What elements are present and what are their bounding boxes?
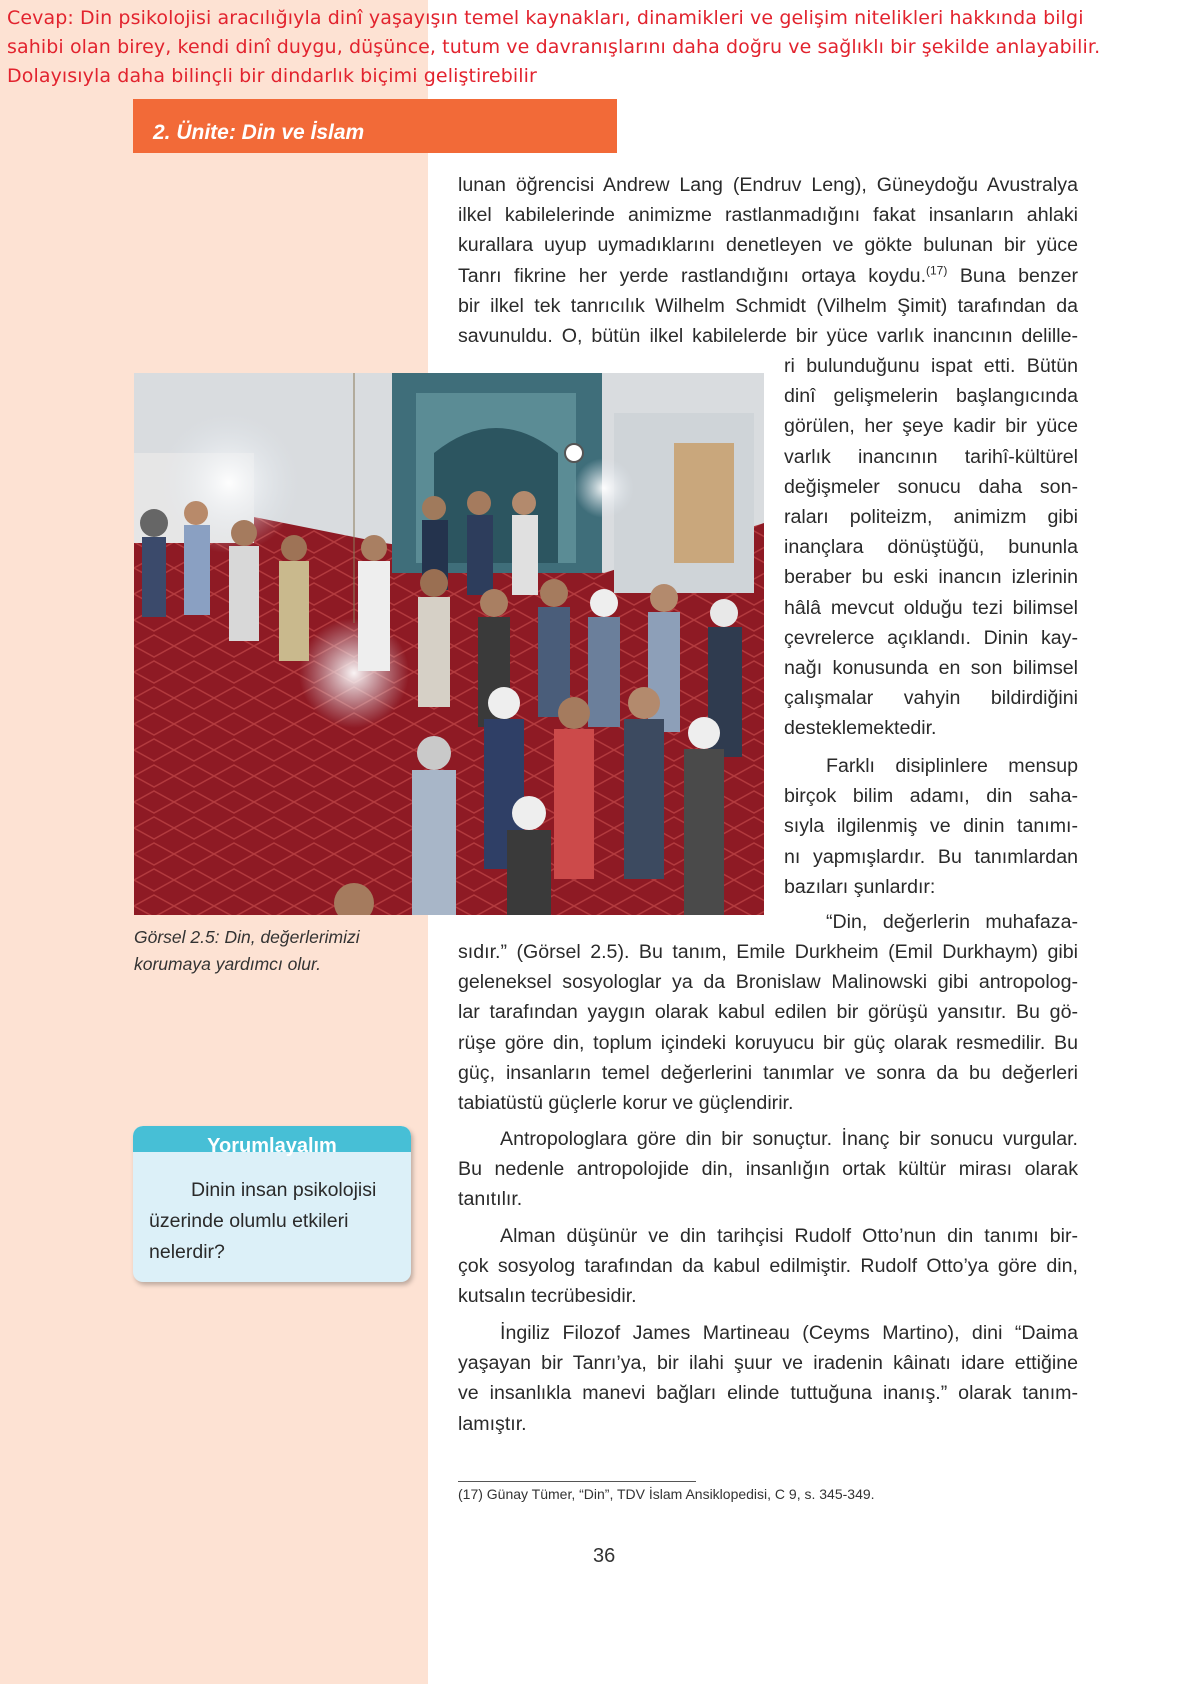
body-line: bir ilkel tek tanrıcılık Wilhelm Schmidt (Vilhelm Şimit) tarafından da — [458, 294, 1078, 317]
body-paragraph-durkheim — [458, 937, 1078, 1118]
body-line: kutsalın tecrübesidir. — [458, 1285, 637, 1308]
body-line: “Din, değerlerin muhafaza- — [826, 911, 1078, 933]
answer-line: Dolayısıyla daha bilinçli bir dindarlık biçimi geliştirebilir — [7, 65, 537, 87]
body-line — [458, 261, 1078, 291]
body-line: ilkel kabilelerinde animizme rastlanmadığını fakat insanların ahlaki — [458, 204, 1078, 227]
mosque-photo-illustration — [134, 373, 764, 915]
body-line: ve insanlıkla manevi bağları elinde tuttuğuna inanış.” olarak tanım- — [458, 1382, 1078, 1405]
answer-text — [7, 4, 1167, 91]
body-line: inançlara dönüştüğü, bununla — [784, 536, 1078, 559]
footnote-divider — [458, 1481, 696, 1482]
body-line: değişmeler sonucu daha son- — [784, 475, 1078, 498]
footnote: (17) Günay Tümer, “Din”, TDV İslam Ansiklopedisi, C 9, s. 345-349. — [458, 1486, 875, 1502]
body-paragraph-martineau — [458, 1318, 1078, 1439]
body-line: varlık inancının tarihî-kültürel — [784, 445, 1078, 468]
body-paragraph-narrow — [784, 351, 1078, 744]
body-line: dinî gelişmelerin başlangıcında — [784, 385, 1078, 408]
body-line: hâlâ mevcut olduğu tezi bilimsel — [784, 596, 1078, 619]
discussion-line: üzerinde olumlu etkileri — [149, 1210, 349, 1232]
body-paragraph-lang — [458, 170, 1078, 351]
body-line: nağı konusunda en son bilimsel — [784, 657, 1078, 680]
body-line: bazıları şunlardır: — [784, 875, 936, 898]
body-line: beraber bu eski inancın izlerinin — [784, 566, 1078, 589]
unit-header-bar — [133, 99, 617, 153]
discussion-box-body — [149, 1175, 399, 1268]
mosque-photo — [134, 373, 764, 915]
body-line: sıdır.” (Görsel 2.5). Bu tanım, Emile Durkheim (Emil Durkhaym) gibi — [458, 941, 1078, 963]
body-line: Bu nedenle antropolojide din, insanlığın ortak kültür mirası olarak — [458, 1158, 1078, 1181]
body-line: Antropologlara göre din bir sonuçtur. İnanç bir sonucu vurgular. — [500, 1128, 1078, 1150]
body-line: kurallara uyup uymadıklarını denetleyen ve gökte bulunan bir yüce — [458, 234, 1078, 257]
body-line: yaşayan bir Tanrı’ya, bir ilahi şuur ve iradenin kâinatı idare ettiğine — [458, 1352, 1078, 1375]
body-line: lar tarafından yaygın olarak kabul edilen bir görüşü yansıtır. Bu gö- — [458, 1001, 1078, 1024]
body-line: ri bulunduğunu ispat etti. Bütün — [784, 355, 1078, 377]
body-line: nı yapmışlardır. Bu tanımlardan — [784, 845, 1078, 868]
caption-line: korumaya yardımcı olur. — [134, 954, 322, 974]
discussion-box-title: Yorumlayalım — [207, 1135, 337, 1157]
body-paragraph-otto — [458, 1221, 1078, 1312]
discussion-box — [133, 1126, 411, 1282]
footnote-reference: (17) — [926, 263, 948, 278]
body-line: tanıtılır. — [458, 1188, 523, 1211]
body-line: sıyla ilgilenmiş ve dinin tanımı- — [784, 815, 1078, 838]
discussion-line: Dinin insan psikolojisi — [191, 1179, 377, 1201]
body-line: rüşe göre din, toplum içindeki koruyucu bir güç olarak resmedilir. Bu — [458, 1031, 1078, 1054]
answer-line: sahibi olan birey, kendi dinî duygu, düşünce, tutum ve davranışlarını daha doğru ve sağlıklı bir şekilde anlayabilir. — [7, 36, 1101, 58]
unit-title: 2. Ünite: Din ve İslam — [153, 121, 365, 144]
body-line-text: Tanrı fikrine her yerde rastlandığını ortaya koydu. — [458, 264, 927, 287]
body-line: çevrelerce açıklandı. Dinin kay- — [784, 626, 1078, 649]
caption-line: Görsel 2.5: Din, değerlerimizi — [134, 927, 360, 947]
body-line: lamıştır. — [458, 1412, 527, 1435]
body-line: tabiatüstü güçlerle korur ve güçlendirir. — [458, 1092, 794, 1115]
page-number: 36 — [593, 1545, 616, 1567]
body-line: Alman düşünür ve din tarihçisi Rudolf Otto’nun din tanımı bir- — [500, 1225, 1078, 1247]
body-line: savunuldu. O, bütün ilkel kabilelerde bir yüce varlık inancının delille- — [458, 325, 1078, 348]
body-paragraph-antropology — [458, 1124, 1078, 1215]
body-paragraph-definition-start — [784, 907, 1078, 937]
discussion-line: nelerdir? — [149, 1241, 225, 1263]
body-line: görülen, her şeye kadir bir yüce — [784, 415, 1078, 438]
body-line: raları politeizm, animizm gibi — [784, 506, 1078, 529]
body-line-text: Buna benzer — [959, 264, 1078, 287]
body-line: lunan öğrencisi Andrew Lang (Endruv Leng), Güneydoğu Avustralya — [458, 174, 1078, 196]
body-line: çok sosyolog tarafından da kabul edilmiştir. Rudolf Otto’ya göre din, — [458, 1255, 1078, 1278]
figure-caption — [134, 924, 414, 978]
body-line: güç, insanların temel değerlerini tanımlar ve sonra da bu değerleri — [458, 1061, 1078, 1084]
body-line: geleneksel sosyologlar ya da Bronislaw Malinowski gibi antropolog- — [458, 971, 1078, 994]
body-line: Farklı disiplinlere mensup — [826, 755, 1078, 777]
body-line: desteklemektedir. — [784, 717, 937, 740]
body-line: çalışmalar vahyin bildirdiğini — [784, 687, 1078, 710]
answer-line: Cevap: Din psikolojisi aracılığıyla dinî yaşayışın temel kaynakları, dinamikleri ve gelişim nitelikleri hakkında bilgi — [7, 7, 1084, 29]
body-paragraph-disciplines — [784, 751, 1078, 902]
body-line: İngiliz Filozof James Martineau (Ceyms Martino), dini “Daima — [500, 1322, 1078, 1344]
body-line: birçok bilim adamı, din saha- — [784, 785, 1078, 808]
